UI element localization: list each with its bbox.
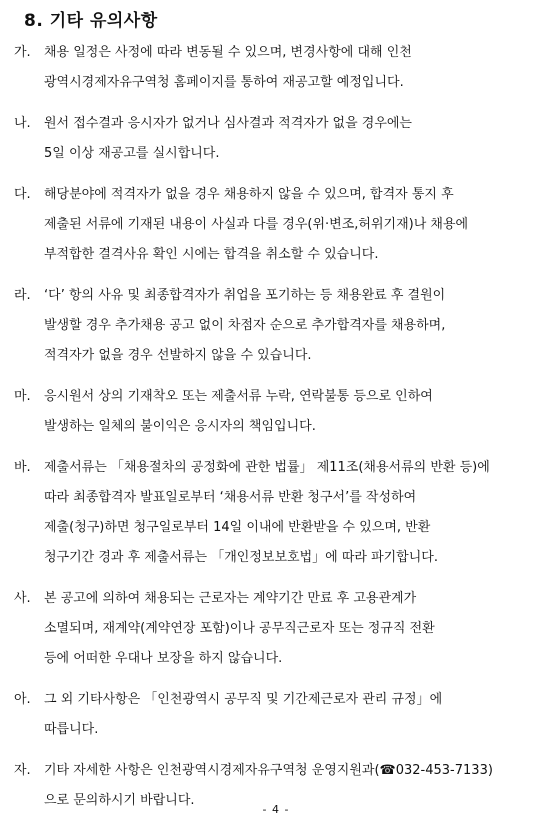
list-item [14,281,536,371]
item-text [44,453,536,573]
item-text-line: 기타 자세한 사항은 인천광역시경제자유구역청 운영지원과(☎032-453-7133) [44,763,493,778]
item-marker: 다. [14,187,31,202]
item-text-line: 발생하는 일체의 불이익은 응시자의 책임입니다. [44,419,316,434]
item-text-line: 소멸되며, 재계약(계약연장 포함)이나 공무직근로자 또는 정규직 전환 [44,621,435,636]
item-text-line: 응시원서 상의 기재착오 또는 제출서류 누락, 연락불통 등으로 인하여 [44,389,433,404]
item-text [44,38,536,98]
item-list [14,38,536,827]
item-marker: 라. [14,288,31,303]
item-text-line: 제출(청구)하면 청구일로부터 14일 이내에 반환받을 수 있으며, 반환 [44,520,431,535]
item-text [44,109,536,169]
item-text [44,584,536,674]
item-text [44,685,536,745]
page-number: - 4 - [262,803,290,816]
item-marker: 사. [14,591,31,606]
item-text-line: 제출서류는 「채용절차의 공정화에 관한 법률」 제11조(채용서류의 반환 등)에 [44,460,490,475]
list-item [14,38,536,98]
item-text [44,180,536,270]
item-text-line: 광역시경제자유구역청 홈페이지를 통하여 재공고할 예정입니다. [44,75,404,90]
item-text-line: 부적합한 결격사유 확인 시에는 합격을 취소할 수 있습니다. [44,247,379,262]
item-marker: 자. [14,763,31,778]
item-text [44,382,536,442]
item-text-line: 그 외 기타사항은 「인천광역시 공무직 및 기간제근로자 관리 규정」에 [44,692,443,707]
item-text-line: 채용 일정은 사정에 따라 변동될 수 있으며, 변경사항에 대해 인천 [44,45,412,60]
list-item [14,109,536,169]
item-marker: 마. [14,389,31,404]
item-marker: 나. [14,116,31,131]
item-text-line: 제출된 서류에 기재된 내용이 사실과 다를 경우(위·변조,허위기재)나 채용에 [44,217,469,232]
item-text-line: 으로 문의하시기 바랍니다. [44,793,195,808]
item-text-line: 청구기간 경과 후 제출서류는 「개인정보보호법」에 따라 파기합니다. [44,550,438,565]
item-text [44,281,536,371]
item-text-line: ‘다’ 항의 사유 및 최종합격자가 취업을 포기하는 등 채용완료 후 결원이 [44,288,446,303]
item-text-line: 발생할 경우 추가채용 공고 없이 차점자 순으로 추가합격자를 채용하며, [44,318,446,333]
item-text-line: 원서 접수결과 응시자가 없거나 심사결과 적격자가 없을 경우에는 [44,116,412,131]
item-marker: 바. [14,460,31,475]
item-text-line: 적격자가 없을 경우 선발하지 않을 수 있습니다. [44,348,312,363]
list-item [14,382,536,442]
list-item [14,685,536,745]
item-text-line: 따릅니다. [44,722,99,737]
item-marker: 가. [14,45,31,60]
item-text-line: 본 공고에 의하여 채용되는 근로자는 계약기간 만료 후 고용관계가 [44,591,417,606]
list-item [14,584,536,674]
section-title: 8. 기타 유의사항 [24,11,158,31]
item-marker: 아. [14,692,31,707]
item-text-line: 해당분야에 적격자가 없을 경우 채용하지 않을 수 있으며, 합격자 통지 후 [44,187,454,202]
item-text-line: 등에 어떠한 우대나 보장을 하지 않습니다. [44,651,283,666]
list-item [14,453,536,573]
item-text-line: 5일 이상 재공고를 실시합니다. [44,146,220,161]
list-item [14,180,536,270]
item-text-line: 따라 최종합격자 발표일로부터 ‘채용서류 반환 청구서’를 작성하여 [44,490,417,505]
